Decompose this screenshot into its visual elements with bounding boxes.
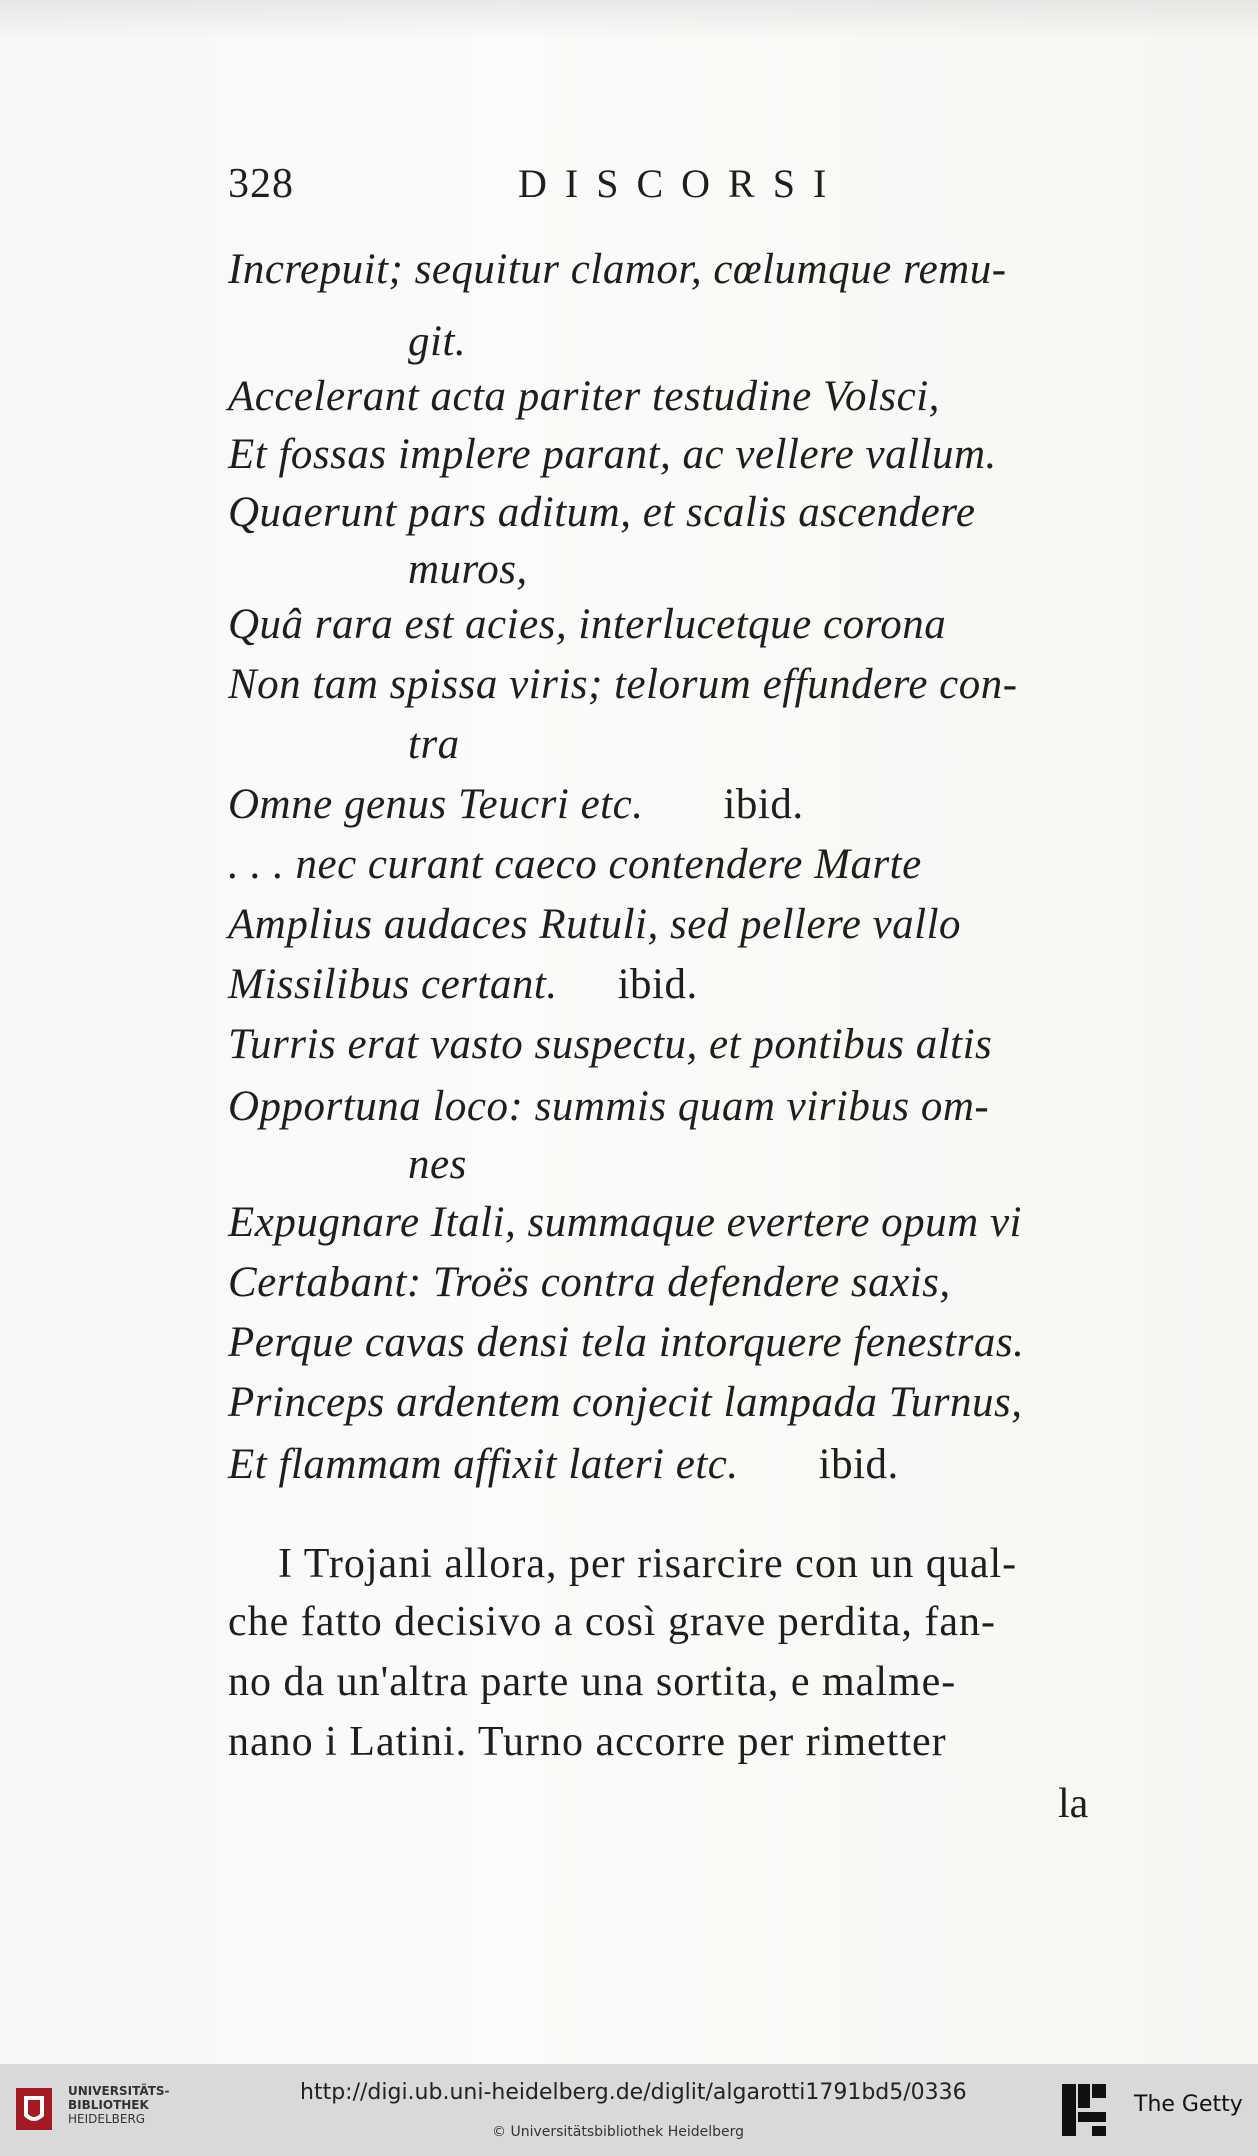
verse-line: . . . nec curant caeco contendere Marte: [228, 841, 922, 888]
university-seal-icon: [14, 2086, 54, 2132]
verse-line: Accelerant acta pariter testudine Volsci,: [228, 373, 940, 420]
viewer-footer: [0, 2064, 1258, 2156]
verse-line: Et fossas implere parant, ac vellere vallum.: [228, 431, 997, 478]
ibid-reference: ibid.: [818, 1441, 899, 1488]
verse-line: Opportuna loco: summis quam viribus om-: [228, 1083, 990, 1130]
permalink-url[interactable]: http://digi.ub.uni-heidelberg.de/diglit/algarotti1791bd5/0336: [300, 2080, 967, 2105]
verse-line: Quâ rara est acies, interlucetque corona: [228, 601, 947, 648]
verse-line: Certabant: Troës contra defendere saxis,: [228, 1259, 951, 1306]
prose-line: nano i Latini. Turno accorre per rimetter: [228, 1719, 947, 1765]
catchword: la: [1058, 1781, 1089, 1827]
copyright-notice: © Universitätsbibliothek Heidelberg: [492, 2124, 745, 2140]
ibid-reference: ibid.: [617, 961, 698, 1008]
prose-line: che fatto decisivo a così grave perdita, fan-: [228, 1599, 997, 1645]
getty-logo-icon: [1060, 2082, 1108, 2138]
partner-name: The Getty: [1134, 2092, 1243, 2117]
page-top-shadow: [0, 0, 1258, 40]
verse-line: git.: [408, 318, 467, 365]
verse-line: nes: [408, 1141, 467, 1188]
verse-line: Turris erat vasto suspectu, et pontibus altis: [228, 1021, 993, 1068]
ibid-reference: ibid.: [723, 781, 804, 828]
verse-line: Quaerunt pars aditum, et scalis ascendere: [228, 489, 976, 536]
verse-line: Amplius audaces Rutuli, sed pellere vallo: [228, 901, 962, 948]
verse-line: Perque cavas densi tela intorquere fenestras.: [228, 1319, 1025, 1366]
verse-line: Increpuit; sequitur clamor, cœlumque remu-: [228, 246, 1007, 293]
verse-line: muros,: [408, 546, 528, 593]
prose-line: I Trojani allora, per risarcire con un qual-: [278, 1541, 1018, 1587]
running-head: DISCORSI: [518, 161, 845, 206]
page-number: 328: [228, 161, 294, 207]
verse-line: tra: [408, 721, 460, 768]
verse-line: Missilibus certant. ibid.: [228, 961, 698, 1008]
verse-line: Et flammam affixit lateri etc. ibid.: [228, 1441, 899, 1488]
university-name: UNIVERSITÄTS- BIBLIOTHEK HEIDELBERG: [68, 2084, 170, 2126]
verse-line: Non tam spissa viris; telorum effundere con-: [228, 661, 1018, 708]
verse-line: Omne genus Teucri etc. ibid.: [228, 781, 804, 828]
verse-line: Expugnare Itali, summaque evertere opum vi: [228, 1199, 1022, 1246]
prose-line: no da un'altra parte una sortita, e malme-: [228, 1659, 957, 1705]
verse-line: Princeps ardentem conjecit lampada Turnus,: [228, 1379, 1023, 1426]
page-header: [228, 160, 1128, 220]
